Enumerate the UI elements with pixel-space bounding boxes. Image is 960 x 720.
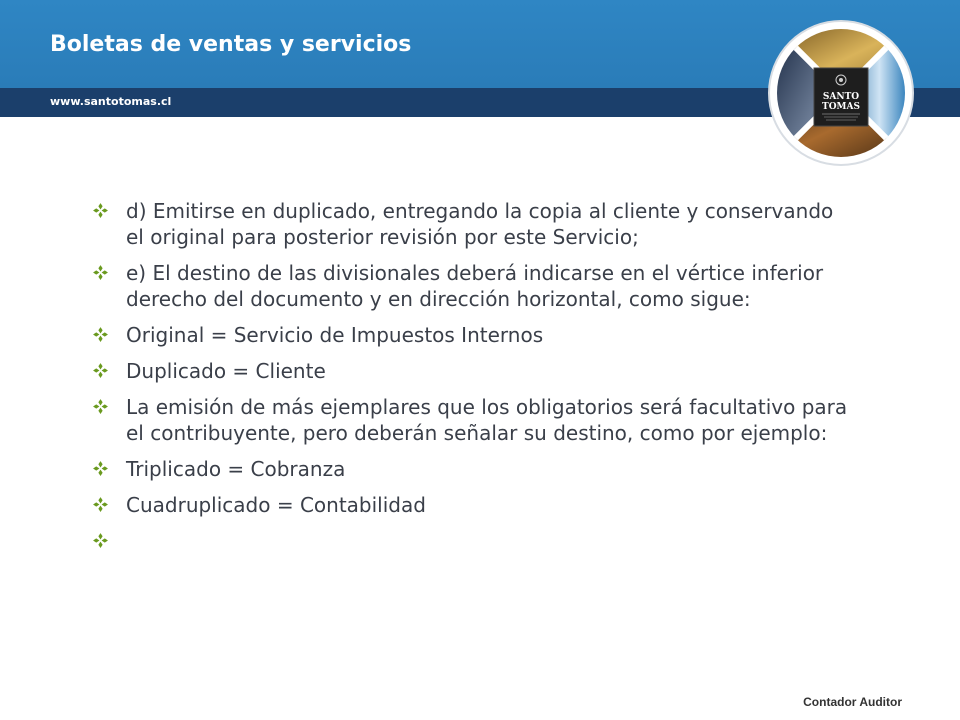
four-diamond-bullet-icon	[92, 202, 109, 219]
list-item-text: d) Emitirse en duplicado, entregando la copia al cliente y conservando el original para posterior revisión por este Servicio;	[126, 199, 834, 249]
four-diamond-bullet-icon	[92, 362, 109, 379]
four-diamond-bullet-icon	[92, 460, 109, 477]
site-url: www.santotomas.cl	[50, 95, 172, 108]
list-item-text: e) El destino de las divisionales deberá indicarse en el vértice inferior derecho del documento y en dirección horizontal, como sigue:	[126, 261, 824, 311]
santo-tomas-emblem	[766, 18, 916, 168]
list-item	[92, 528, 852, 554]
four-diamond-bullet-icon	[92, 532, 109, 549]
four-diamond-bullet-icon	[92, 264, 109, 281]
four-diamond-bullet-icon	[92, 326, 109, 343]
four-diamond-bullet-icon	[92, 496, 109, 513]
list-item-text: Cuadruplicado = Contabilidad	[126, 493, 426, 517]
list-item	[92, 358, 852, 384]
list-item	[92, 492, 852, 518]
list-item-text: La emisión de más ejemplares que los obligatorios será facultativo para el contribuyente, pero deberán señalar su destino, como por ejemplo:	[126, 395, 848, 445]
list-item	[92, 198, 852, 250]
logo-text-line2: TOMAS	[822, 102, 860, 112]
logo-text-line1: SANTO	[822, 92, 860, 102]
slide-title: Boletas de ventas y servicios	[50, 32, 412, 57]
list-item-text: Original = Servicio de Impuestos Internos	[126, 323, 544, 347]
bullet-list	[92, 198, 852, 564]
four-diamond-bullet-icon	[92, 398, 109, 415]
list-item	[92, 394, 852, 446]
list-item-text: Duplicado = Cliente	[126, 359, 326, 383]
footer-label: Contador Auditor	[803, 695, 902, 709]
list-item	[92, 260, 852, 312]
list-item	[92, 456, 852, 482]
list-item-text: Triplicado = Cobranza	[126, 457, 346, 481]
list-item	[92, 322, 852, 348]
